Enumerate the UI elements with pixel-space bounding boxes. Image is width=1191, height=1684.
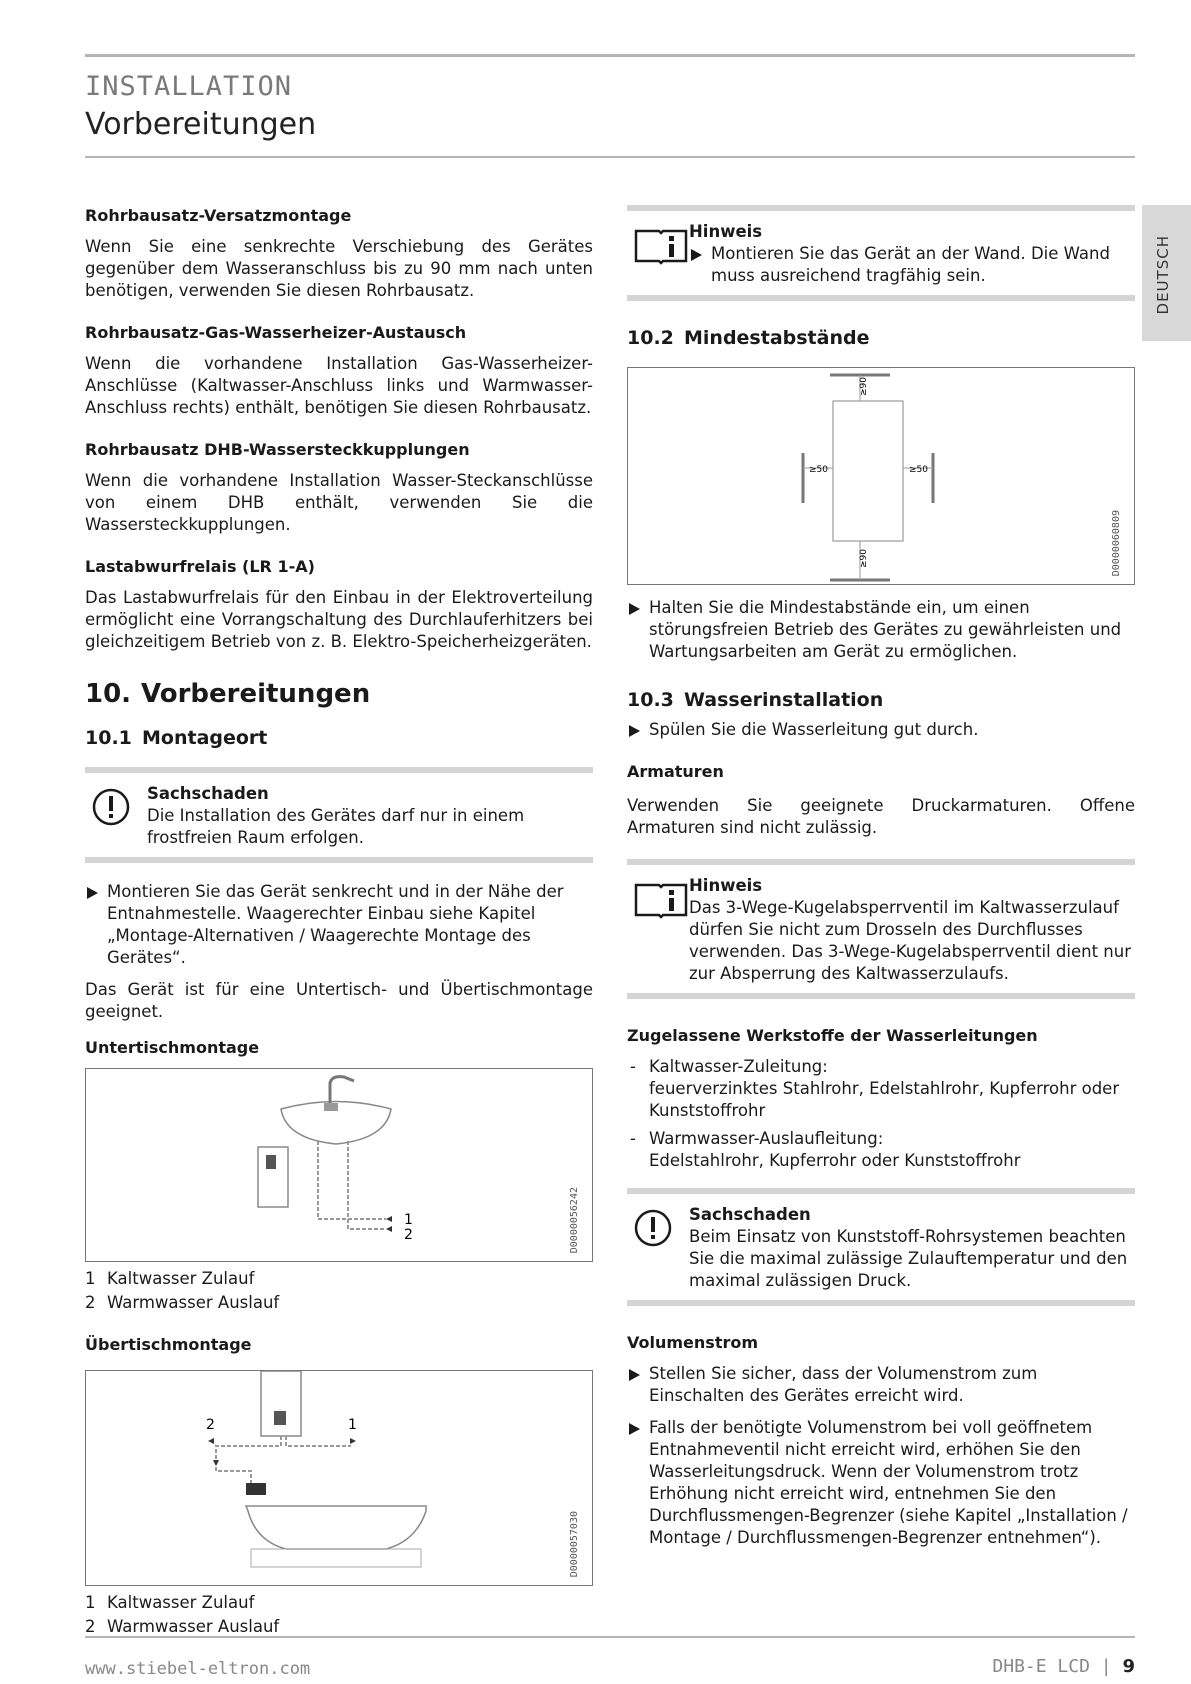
header-bottom-rule — [85, 156, 1135, 158]
language-tab-label: DEUTSCH — [1154, 235, 1172, 315]
right-column — [627, 205, 1135, 1559]
section-number: 10.1 — [85, 727, 132, 749]
bullet-arrow-icon — [629, 725, 640, 737]
instruction-bullet — [627, 597, 1135, 663]
section-title: Montageort — [142, 727, 268, 749]
dim-right: ≥50 — [909, 465, 928, 475]
min-distance-figure — [627, 367, 1135, 585]
section-heading-10-1 — [85, 727, 593, 749]
warning-label: Sachschaden — [147, 784, 269, 803]
bullet-text: Halten Sie die Mindestabstände ein, um einen störungsfreien Betrieb des Gerätes zu gewährleisten und Wartungsarbeiten am Gerät zu ermöglichen. — [649, 598, 1122, 661]
legend-item — [85, 1268, 593, 1290]
page-title: Vorbereitungen — [85, 107, 317, 142]
bullet-text: Montieren Sie das Gerät senkrecht und in der Nähe der Entnahmestelle. Waagerechter Einbau siehe Kapitel „Montage-Alternativen / Waagerechte Montage des Gerätes“. — [107, 882, 564, 967]
dim-left: ≥50 — [809, 465, 828, 475]
material-text: feuerverzinktes Stahlrohr, Edelstahlrohr, Kupferrohr oder Kunststoffrohr — [649, 1079, 1120, 1120]
armaturen-title: Armaturen — [627, 762, 724, 781]
hint-text: Montieren Sie das Gerät an der Wand. Die Wand muss ausreichend tragfähig sein. — [711, 244, 1110, 285]
legend-key: 1 — [85, 1269, 96, 1288]
figure-code: D0000056242 — [569, 1186, 580, 1253]
under-table-figure — [85, 1068, 593, 1262]
material-text: Edelstahlrohr, Kupferrohr oder Kunststoffrohr — [649, 1151, 1021, 1170]
kit-title: Rohrbausatz-Versatzmontage — [85, 206, 352, 225]
legend-key: 1 — [85, 1593, 96, 1612]
label-2: 2 — [404, 1227, 413, 1243]
figure-code: D0000060809 — [1111, 509, 1122, 576]
volumen-title: Volumenstrom — [627, 1333, 759, 1352]
over-table-title: Übertischmontage — [85, 1335, 252, 1354]
kit-text: Das Lastabwurfrelais für den Einbau in der Elektroverteilung ermöglicht eine Vorrangschaltung des Durchlauferhitzers bei gleichzeitigem Betrieb von z. B. Elektro-Speicherheizgeräten. — [85, 588, 593, 651]
warning-text: Beim Einsatz von Kunststoff-Rohrsystemen beachten Sie die maximal zulässige Zulauftemperatur und den maximal zulässigen Druck. — [689, 1227, 1128, 1290]
chapter-heading — [85, 679, 593, 709]
instruction-bullet — [627, 719, 1135, 741]
dim-bottom: ≥90 — [859, 549, 869, 568]
label-2: 2 — [206, 1417, 215, 1433]
material-head: Warmwasser-Auslaufleitung: — [649, 1129, 884, 1148]
kit-title: Rohrbausatz DHB-Wassersteckkupplungen — [85, 440, 470, 459]
legend-item — [85, 1616, 593, 1638]
warning-label: Sachschaden — [689, 1205, 811, 1224]
info-book-icon — [633, 879, 689, 919]
material-head: Kaltwasser-Zuleitung: — [649, 1057, 828, 1076]
hint-text: Das 3-Wege-Kugelabsperrventil im Kaltwasserzulauf dürfen Sie nicht zum Drosseln des Durchflusses verwenden. Das 3-Wege-Kugelabsperrventil dient nur zur Absperrung des Kaltwasserzulaufs. — [689, 898, 1131, 983]
section-title: Mindestabstände — [684, 327, 870, 349]
warning-icon — [633, 1208, 673, 1248]
label-1: 1 — [404, 1212, 413, 1228]
legend-value: Warmwasser Auslauf — [107, 1617, 280, 1636]
legend-item — [85, 1592, 593, 1614]
kit-title: Rohrbausatz-Gas-Wasserheizer-Austausch — [85, 323, 467, 342]
kit-block-1 — [85, 205, 593, 302]
kit-text: Wenn die vorhandene Installation Gas-Wasserheizer-Anschlüsse (Kaltwasser-Anschluss links und Warmwasser-Anschluss rechts) enthält, benötigen Sie diesen Rohrbausatz. — [85, 354, 593, 417]
section-heading-10-3 — [627, 689, 1135, 711]
legend-key: 2 — [85, 1293, 96, 1312]
legend-key: 2 — [85, 1617, 96, 1636]
bullet-arrow-icon — [629, 1369, 640, 1381]
bullet-text: Spülen Sie die Wasserleitung gut durch. — [649, 720, 979, 739]
hint-bullet — [689, 243, 1135, 287]
chapter-title: Vorbereitungen — [141, 679, 371, 709]
figure-code: D0000057030 — [569, 1510, 580, 1577]
material-item: - Warmwasser-Auslaufleitung: Edelstahlrohr, Kupferrohr oder Kunststoffrohr — [627, 1128, 1135, 1172]
hint-label: Hinweis — [689, 222, 763, 241]
legend-value: Kaltwasser Zulauf — [107, 1269, 255, 1288]
warning-text: Die Installation des Gerätes darf nur in einem frostfreien Raum erfolgen. — [147, 806, 525, 847]
footer-url: www.stiebel-eltron.com — [85, 1659, 311, 1679]
language-tab — [1142, 205, 1191, 341]
bullet-text: Stellen Sie sicher, dass der Volumenstrom zum Einschalten des Gerätes erreicht wird. — [649, 1364, 1038, 1405]
bullet-text: Falls der benötigte Volumenstrom bei voll geöffnetem Entnahmeventil nicht erreicht wird, erhöhen Sie den Wasserleitungsdruck. Wenn der Volumenstrom trotz Erhöhung nicht erreicht wird, entnehmen Sie den Durchflussmengen-Begrenzer (siehe Kapitel „Installation / Montage / Durchflussmengen-Begrenzer entnehmen“). — [649, 1418, 1128, 1547]
footer-model: DHB-E LCD — [992, 1656, 1090, 1677]
hint-label: Hinweis — [689, 876, 763, 895]
kit-title: Lastabwurfrelais (LR 1-A) — [85, 557, 315, 576]
section-label: INSTALLATION — [85, 71, 293, 102]
kit-text: Wenn Sie eine senkrechte Verschiebung des Gerätes gegenüber dem Wasseranschluss bis zu 90 mm nach unten benötigen, verwenden Sie diesen Rohrbausatz. — [85, 237, 593, 300]
kit-block-2 — [85, 322, 593, 419]
hint-box — [627, 859, 1135, 999]
materials-title: Zugelassene Werkstoffe der Wasserleitungen — [627, 1026, 1038, 1045]
left-column — [85, 205, 593, 1640]
under-table-title: Untertischmontage — [85, 1038, 260, 1057]
label-1: 1 — [348, 1417, 357, 1433]
legend-value: Kaltwasser Zulauf — [107, 1593, 255, 1612]
bullet-arrow-icon — [87, 887, 98, 899]
section-heading-10-2 — [627, 327, 1135, 349]
section-number: 10.2 — [627, 327, 674, 349]
chapter-number: 10. — [85, 679, 132, 709]
under-table-illustration — [86, 1069, 591, 1261]
section-title: Wasserinstallation — [684, 689, 884, 711]
page-number: 9 — [1122, 1656, 1135, 1677]
armaturen-text: Verwenden Sie geeignete Druckarmaturen. Offene Armaturen sind nicht zulässig. — [627, 796, 1135, 837]
bullet-arrow-icon — [629, 1423, 640, 1435]
warning-box — [85, 767, 593, 863]
material-item: - Kaltwasser-Zuleitung: feuerverzinktes Stahlrohr, Edelstahlrohr, Kupferrohr oder Kunststoffrohr — [627, 1056, 1135, 1122]
instruction-bullet — [627, 1417, 1135, 1549]
section-number: 10.3 — [627, 689, 674, 711]
warning-icon — [91, 787, 131, 827]
dim-top: ≥90 — [859, 377, 869, 396]
warning-box — [627, 1188, 1135, 1306]
hint-box — [627, 205, 1135, 301]
bullet-arrow-icon — [691, 249, 702, 261]
info-book-icon — [633, 225, 689, 265]
min-distance-diagram — [628, 368, 1133, 584]
over-table-illustration — [86, 1371, 591, 1585]
bullet-arrow-icon — [629, 603, 640, 615]
kit-text: Wenn die vorhandene Installation Wasser-Steckanschlüsse von einem DHB enthält, verwenden Sie die Wassersteckkupplungen. — [85, 471, 593, 534]
kit-block-4 — [85, 556, 593, 653]
footer-page-info — [992, 1656, 1135, 1677]
instruction-bullet — [85, 881, 593, 969]
instruction-bullet — [627, 1363, 1135, 1407]
kit-block-3 — [85, 439, 593, 536]
legend-value: Warmwasser Auslauf — [107, 1293, 280, 1312]
header-top-rule — [85, 54, 1135, 57]
footer-rule — [85, 1636, 1135, 1638]
suitability-text: Das Gerät ist für eine Untertisch- und Übertischmontage geeignet. — [85, 980, 593, 1021]
footer-separator: | — [1100, 1656, 1112, 1677]
over-table-figure — [85, 1370, 593, 1586]
legend-item — [85, 1292, 593, 1314]
